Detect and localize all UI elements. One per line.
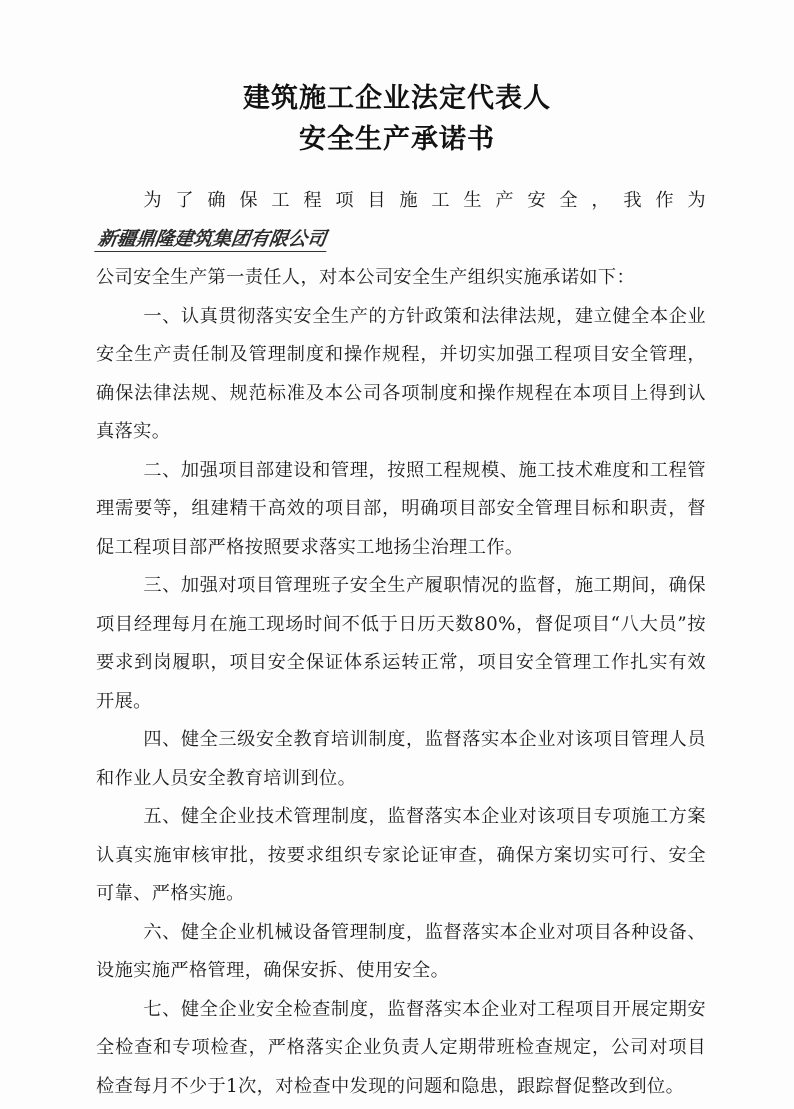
intro-paragraph bbox=[96, 182, 706, 298]
commitment-item-4: 四、健全三级安全教育培训制度，监督落实本企业对该项目管理人员和作业人员安全教育培训到位。 bbox=[96, 729, 706, 789]
commitment-item-6: 六、健全企业机械设备管理制度，监督落实本企业对项目各种设备、设施实施严格管理，确保安拆、使用安全。 bbox=[96, 921, 706, 981]
intro-suffix: 公司安全生产第一责任人，对本公司安全生产组织实施承诺如下： bbox=[96, 267, 636, 288]
commitment-item-7: 七、健全企业安全检查制度，监督落实本企业对工程项目开展定期安全检查和专项检查，严格落实企业负责人定期带班检查规定，公司对项目检查每月不少于1次，对检查中发现的问题和隐患，跟踪督促整改到位。 bbox=[96, 998, 706, 1097]
document-body bbox=[96, 182, 706, 1106]
commitment-item-3: 三、加强对项目管理班子安全生产履职情况的监督，施工期间，确保项目经理每月在施工现场时间不低于日历天数80%，督促项目“八大员”按要求到岗履职，项目安全保证体系运转正常，项目安全管理工作扎实有效开展。 bbox=[96, 575, 706, 712]
commitment-item-1: 一、认真贯彻落实安全生产的方针政策和法律法规，建立健全本企业安全生产责任制及管理制度和操作规程，并切实加强工程项目安全管理，确保法律法规、规范标准及本公司各项制度和操作规程在本项目上得到认真落实。 bbox=[96, 305, 706, 442]
company-name-handwritten: 新疆鼎隆建筑集团有限公司 bbox=[94, 227, 330, 252]
commitment-item-5: 五、健全企业技术管理制度，监督落实本企业对该项目专项施工方案认真实施审核审批，按要求组织专家论证审查，确保方案切实可行、安全可靠、严格实施。 bbox=[96, 806, 706, 904]
document-title bbox=[0, 78, 794, 160]
intro-prefix: 为了确保工程项目施工生产安全，我作为 bbox=[143, 190, 706, 211]
title-line-2: 安全生产承诺书 bbox=[299, 124, 495, 155]
commitment-item-2: 二、加强项目部建设和管理，按照工程规模、施工技术难度和工程管理需要等，组建精干高效的项目部，明确项目部安全管理目标和职责，督促工程项目部严格按照要求落实工地扬尘治理工作。 bbox=[96, 459, 706, 558]
title-line-1: 建筑施工企业法定代表人 bbox=[243, 83, 551, 114]
